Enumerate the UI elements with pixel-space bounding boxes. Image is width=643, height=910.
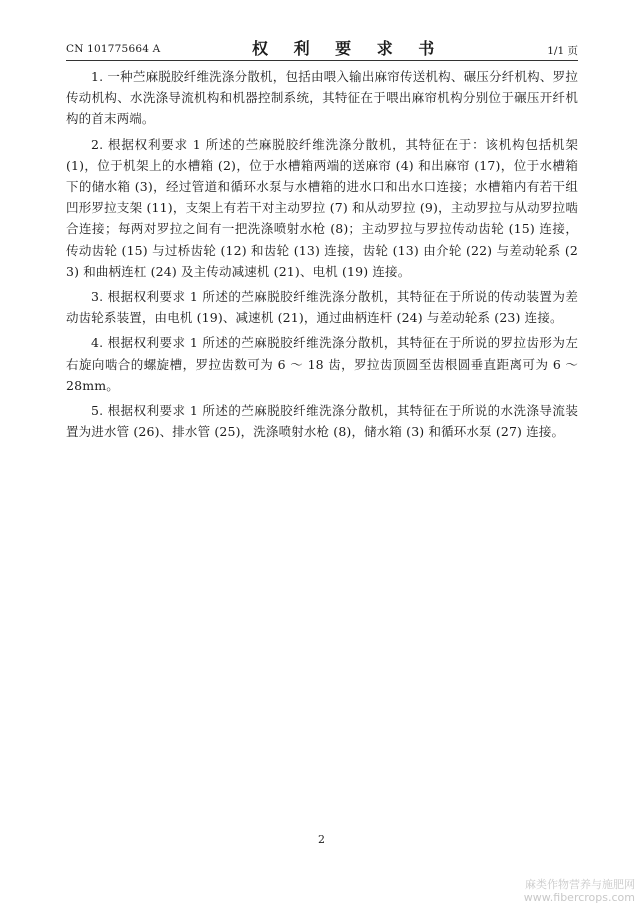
claim-3: 3. 根据权利要求 1 所述的苎麻脱胶纤维洗涤分散机，其特征在于所说的传动装置为差动齿轮系装置，由电机 (19)、减速机 (21)，通过曲柄连杆 (24) 与差动轮系 (23) 连接。 xyxy=(66,289,578,326)
watermark-line-2: www.fibercrops.com xyxy=(523,891,635,904)
claim-4: 4. 根据权利要求 1 所述的苎麻脱胶纤维洗涤分散机，其特征在于所说的罗拉齿形为左右旋向啮合的螺旋槽，罗拉齿数可为 6 ～ 18 齿，罗拉齿顶圆至齿根圆垂直距离可为 6 ～ 28mm。 xyxy=(66,335,578,393)
page-header xyxy=(66,32,578,60)
claim-2: 2. 根据权利要求 1 所述的苎麻脱胶纤维洗涤分散机，其特征在于：该机构包括机架 (1)，位于机架上的水槽箱 (2)，位于水槽箱两端的送麻帘 (4) 和出麻帘 (17)，位于水槽箱下的储水箱 (3)，经过管道和循环水泵与水槽箱的进水口和出水口连接；水槽箱内有若干组凹形罗拉支架 (11)，支架上有若干对主动罗拉 (7) 和从动罗拉 (9)，主动罗拉与从动罗拉啮合连接；每两对罗拉之间有一把洗涤喷射水枪 (8)；主动罗拉与罗拉传动齿轮 (15) 连接，传动齿轮 (15) 与过桥齿轮 (12) 和齿轮 (13) 连接，齿轮 (13) 由介轮 (22) 与差动轮系 (23) 和曲柄连杠 (24) 及主传动减速机 (21)、电机 (19) 连接。 xyxy=(66,136,578,279)
document-title: 权 利 要 求 书 xyxy=(252,39,445,58)
watermark-line-1: 麻类作物营养与施肥网 xyxy=(525,878,635,891)
site-watermark xyxy=(524,878,635,904)
publication-number: CN 101775664 A xyxy=(66,43,161,55)
page-number: 2 xyxy=(318,833,325,846)
header-divider xyxy=(66,60,578,61)
claim-5: 5. 根据权利要求 1 所述的苎麻脱胶纤维洗涤分散机，其特征在于所说的水洗涤导流装置为进水管 (26)、排水管 (25)，洗涤喷射水枪 (8)，储水箱 (3) 和循环水泵 (27) 连接。 xyxy=(66,403,578,440)
claim-1: 1. 一种苎麻脱胶纤维洗涤分散机，包括由喂入输出麻帘传送机构、碾压分纤机构、罗拉传动机构、水洗涤导流机构和机器控制系统，其特征在于喂出麻帘机构分别位于碾压开纤机构的首末两端。 xyxy=(66,69,578,127)
claims-body xyxy=(66,66,578,446)
page-count: 1/1 页 xyxy=(547,45,578,57)
